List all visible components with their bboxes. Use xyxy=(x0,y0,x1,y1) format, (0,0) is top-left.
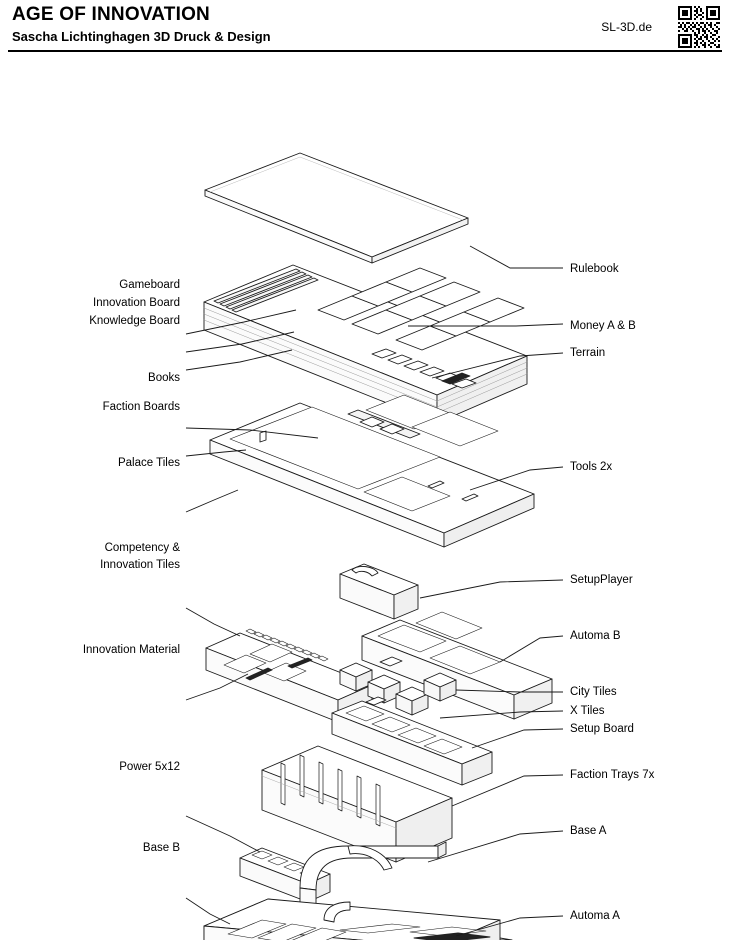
label-innovation-material: Innovation Material xyxy=(82,644,180,656)
label-setupplayer: SetupPlayer xyxy=(570,574,633,586)
label-competency-tiles-2: Innovation Tiles xyxy=(100,559,180,571)
label-automa-a: Automa A xyxy=(570,910,620,922)
label-terrain: Terrain xyxy=(570,347,606,359)
label-setup-board: Setup Board xyxy=(570,723,634,735)
label-automa-b: Automa B xyxy=(570,630,621,642)
leader-rulebook xyxy=(470,246,563,268)
leader-competency-tiles xyxy=(186,608,240,636)
qr-code-icon xyxy=(678,6,720,48)
page-subtitle: Sascha Lichtinghagen 3D Druck & Design xyxy=(12,29,271,44)
header-divider xyxy=(8,50,722,52)
exploded-assembly-drawing xyxy=(0,58,730,940)
label-faction-trays: Faction Trays 7x xyxy=(570,769,655,781)
label-gameboard: Gameboard xyxy=(119,279,180,291)
leader-palace-tiles xyxy=(186,490,238,512)
leader-automa-b xyxy=(500,636,563,662)
label-power: Power 5x12 xyxy=(119,761,180,773)
label-x-tiles: X Tiles xyxy=(570,705,605,717)
leader-setup-board xyxy=(472,729,563,748)
label-innovation-board: Innovation Board xyxy=(93,297,180,309)
label-books: Books xyxy=(148,372,180,384)
website-text: SL-3D.de xyxy=(601,20,652,34)
document-header xyxy=(0,0,730,58)
label-competency-tiles-1: Competency & xyxy=(104,542,180,554)
label-base-b: Base B xyxy=(142,842,180,854)
part-base-b xyxy=(204,899,512,940)
part-automa-b xyxy=(362,612,552,719)
part-setupplayer xyxy=(340,564,418,619)
leader-setupplayer xyxy=(420,580,563,598)
leader-power xyxy=(186,816,260,852)
label-palace-tiles: Palace Tiles xyxy=(117,457,180,469)
label-rulebook: Rulebook xyxy=(570,263,619,275)
label-base-a: Base A xyxy=(570,825,607,837)
label-money: Money A & B xyxy=(570,320,636,332)
part-board-tray xyxy=(204,265,527,438)
label-faction-boards: Faction Boards xyxy=(102,401,180,413)
label-knowledge-board: Knowledge Board xyxy=(89,315,180,327)
label-tools: Tools 2x xyxy=(570,461,613,473)
page-title: AGE OF INNOVATION xyxy=(12,4,210,25)
part-rulebook xyxy=(205,153,468,263)
label-city-tiles: City Tiles xyxy=(570,686,617,698)
